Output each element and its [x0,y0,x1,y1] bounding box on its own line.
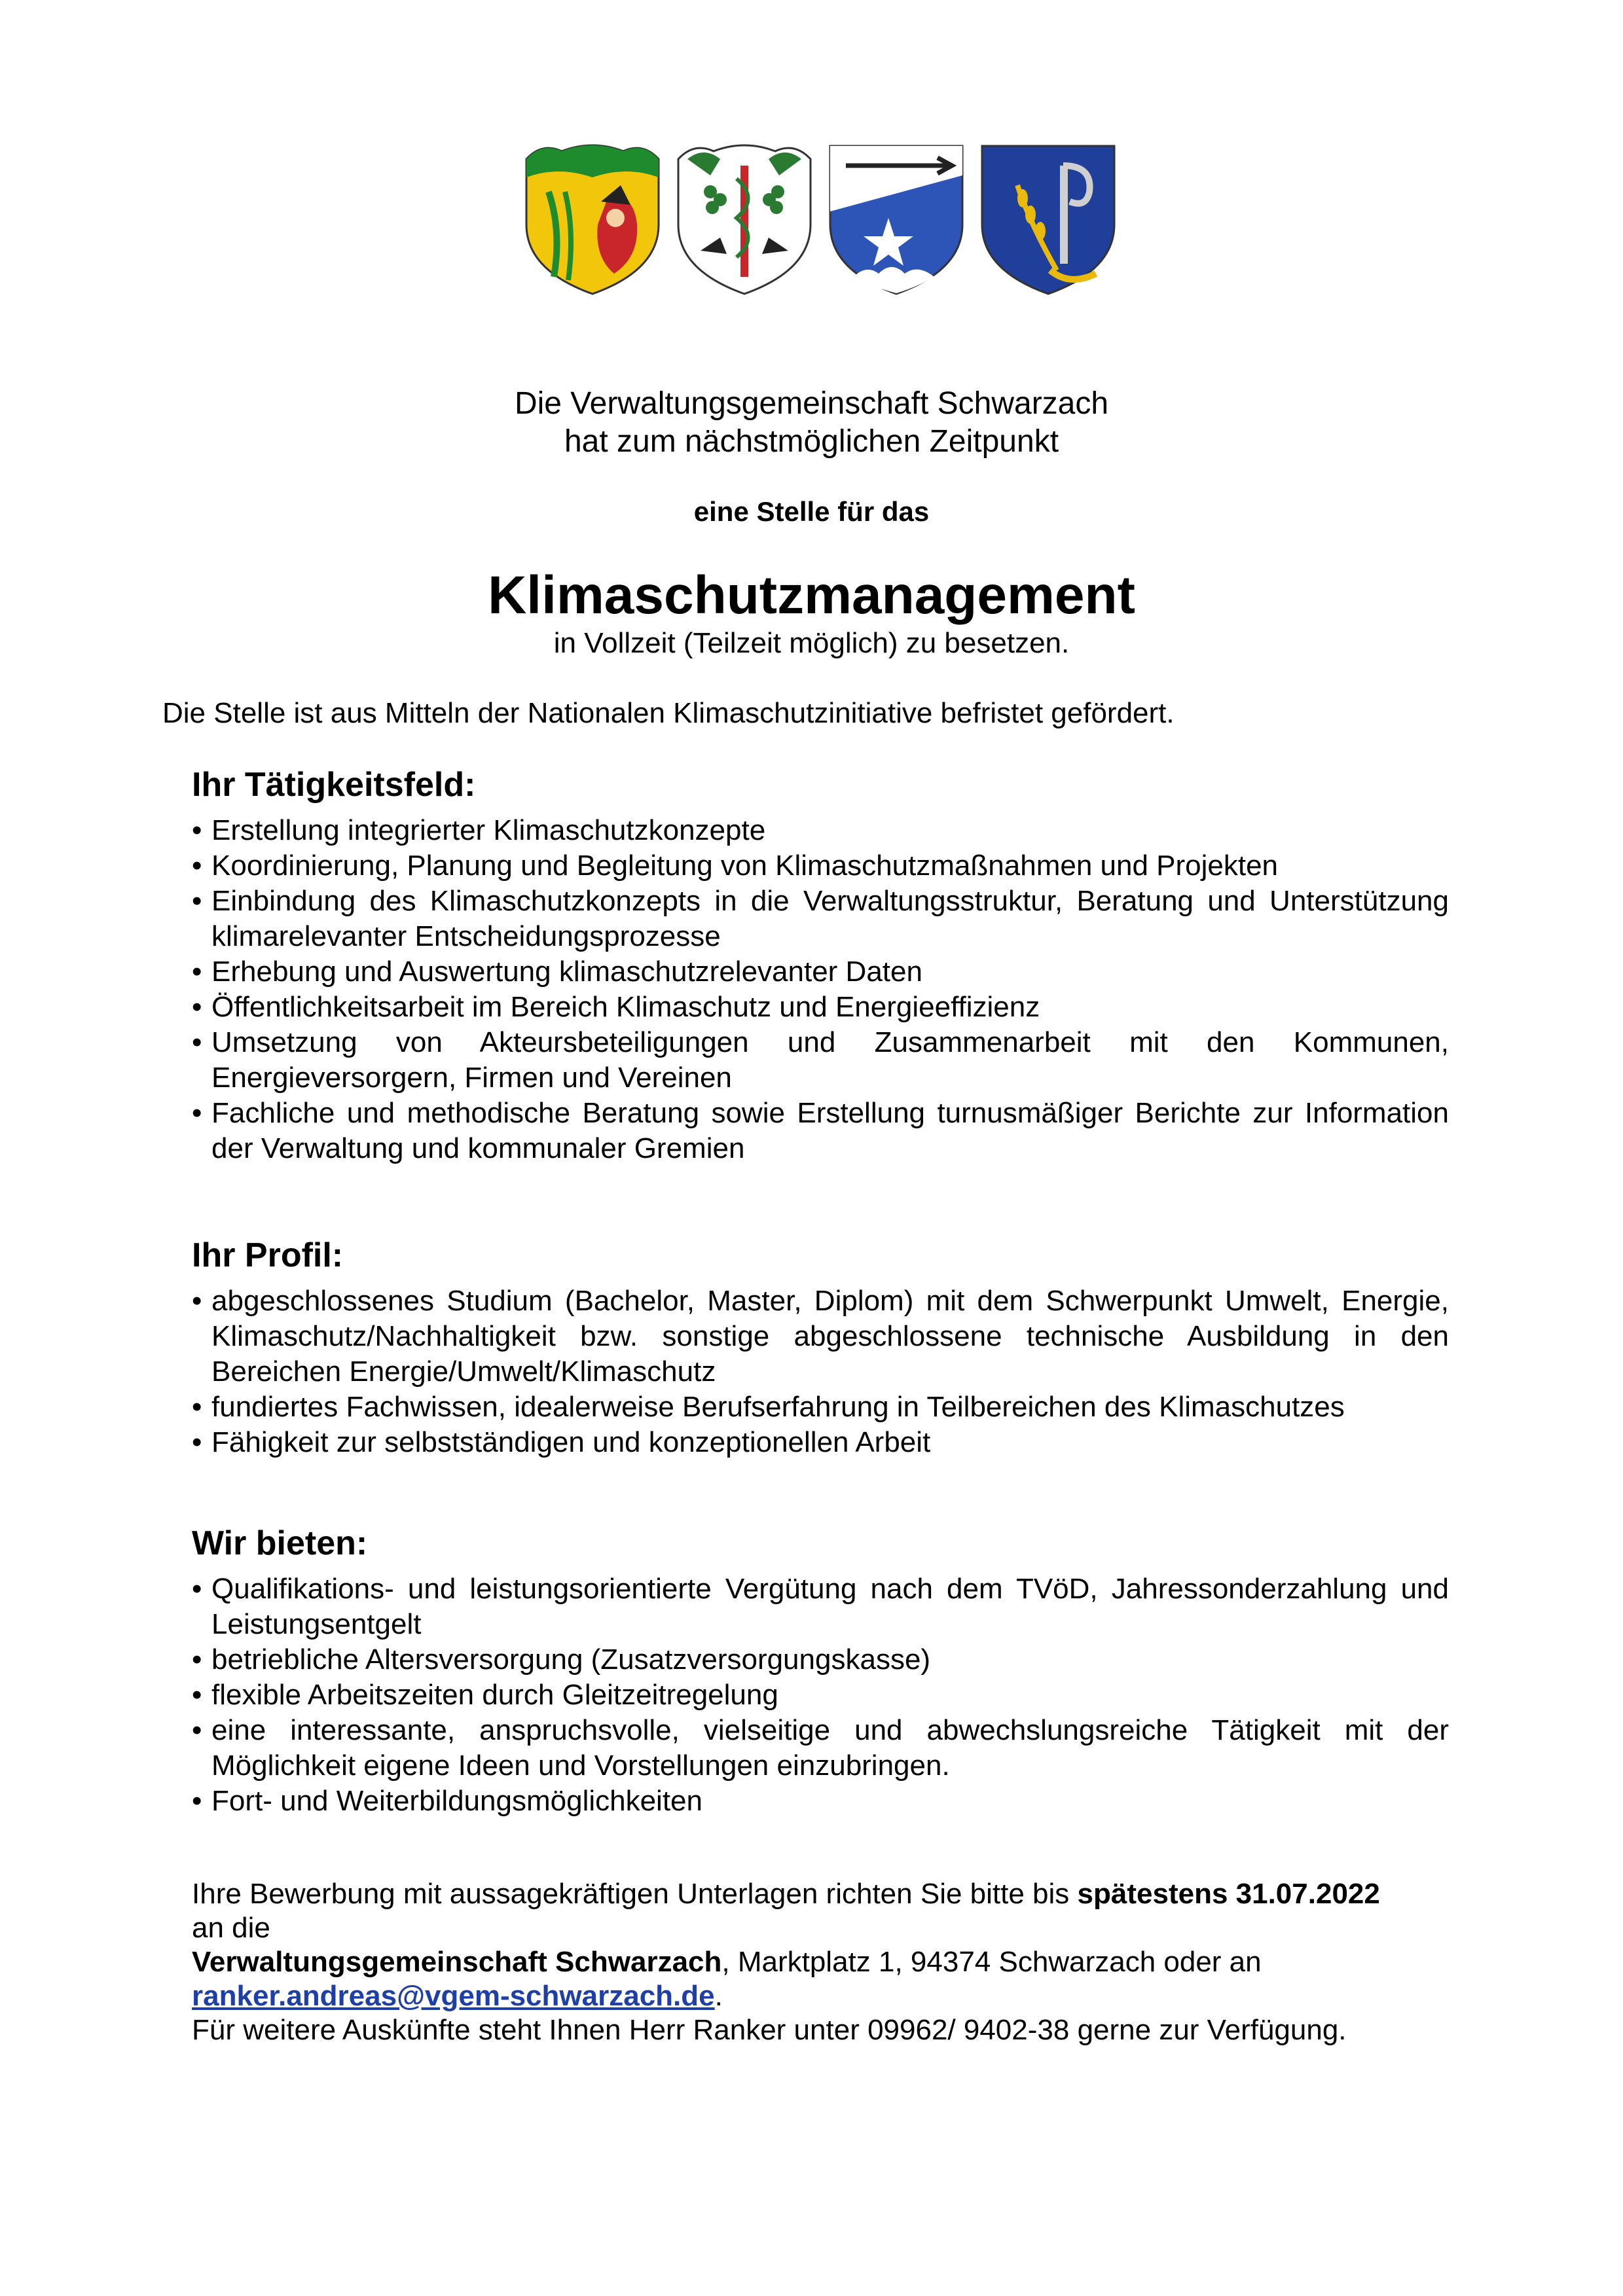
address-text: , Marktplatz 1, 94374 Schwarzach oder an [721,1946,1262,1978]
deadline-date: spätestens 31.07.2022 [1077,1878,1380,1910]
list-item: • abgeschlossenes Studium (Bachelor, Master, Diplom) mit dem Schwerpunkt Umwelt, Energie, Klimaschutz/Nachhaltigkeit bzw. sonstige abgeschlossene technische Ausbildung in den Bereichen Energie/Umwelt/Klimaschutz [192,1283,1449,1390]
deadline-line [192,1877,1449,1911]
list-item: • Erhebung und Auswertung klimaschutzrelevanter Daten [192,954,1449,990]
list-item: • Öffentlichkeitsarbeit im Bereich Klimaschutz und Energieeffizienz [192,990,1449,1025]
info-line: Für weitere Auskünfte steht Ihnen Herr Ranker unter 09962/ 9402-38 gerne zur Verfügung. [192,2014,1347,2046]
list-item: • betriebliche Altersversorgung (Zusatzversorgungskasse) [192,1642,1449,1677]
email-link[interactable]: ranker.andreas@vgem-schwarzach.de [192,1980,715,2012]
section-profil [192,1235,1449,1460]
section-taetigkeitsfeld [192,764,1449,1166]
intro-line-1: Die Verwaltungsgemeinschaft Schwarzach [514,386,1109,421]
list-item: • Umsetzung von Akteursbeteiligungen und Zusammenarbeit mit den Kommunen, Energieversorgern, Firmen und Vereinen [192,1025,1449,1096]
contact-block [192,1877,1449,2047]
section-heading: Ihr Tätigkeitsfeld: [192,766,476,804]
stelle-line: eine Stelle für das [693,496,930,527]
list-item: • Fort- und Weiterbildungsmöglichkeiten [192,1784,1449,1819]
list-item: • Fachliche und methodische Beratung sowie Erstellung turnusmäßiger Berichte zur Information der Verwaltung und kommunaler Gremien [192,1096,1449,1166]
organization-name: Verwaltungsgemeinschaft Schwarzach [192,1946,722,1978]
intro-block [0,385,1623,461]
list-item: • Einbindung des Klimaschutzkonzepts in die Verwaltungsstruktur, Beratung und Unterstützung klimarelevanter Entscheidungsprozesse [192,884,1449,954]
list-item: • Qualifikations- und leistungsorientierte Vergütung nach dem TVöD, Jahressonderzahlung und Leistungsentgelt [192,1571,1449,1642]
bullet-list [192,1283,1449,1460]
page-subtitle: in Vollzeit (Teilzeit möglich) zu besetzen. [553,627,1070,659]
addressee-line: an die [192,1912,270,1944]
email-suffix: . [714,1980,723,2012]
list-item: • Fähigkeit zur selbstständigen und konzeptionellen Arbeit [192,1425,1449,1460]
address-line [192,1945,1449,1979]
list-item: • flexible Arbeitszeiten durch Gleitzeitregelung [192,1677,1449,1713]
deadline-text: Ihre Bewerbung mit aussagekräftigen Unterlagen richten Sie bitte bis [192,1878,1078,1910]
list-item: • eine interessante, anspruchsvolle, vielseitige und abwechslungsreiche Tätigkeit mit der Möglichkeit eigene Ideen und Vorstellungen einzubringen. [192,1713,1449,1784]
section-heading: Ihr Profil: [192,1236,344,1274]
crest-row [506,139,1135,296]
intro-line-2: hat zum nächstmöglichen Zeitpunkt [564,424,1059,459]
bullet-list [192,1571,1449,1819]
funding-note: Die Stelle ist aus Mitteln der Nationalen Klimaschutzinitiative befristet gefördert. [162,697,1175,729]
list-item: • Koordinierung, Planung und Begleitung von Klimaschutzmaßnahmen und Projekten [192,848,1449,884]
crest-crozier-wheat-icon [978,139,1118,296]
crest-vine-icon [674,139,814,296]
bullet-list [192,813,1449,1166]
list-item: • fundiertes Fachwissen, idealerweise Berufserfahrung in Teilbereichen des Klimaschutzes [192,1390,1449,1425]
crest-jester-icon [522,139,663,296]
crest-star-arrow-icon [826,139,966,296]
page-title: Klimaschutzmanagement [488,565,1135,625]
list-item: • Erstellung integrierter Klimaschutzkonzepte [192,813,1449,848]
email-line [192,1979,1449,2013]
section-wir-bieten [192,1523,1449,1819]
section-heading: Wir bieten: [192,1524,368,1562]
